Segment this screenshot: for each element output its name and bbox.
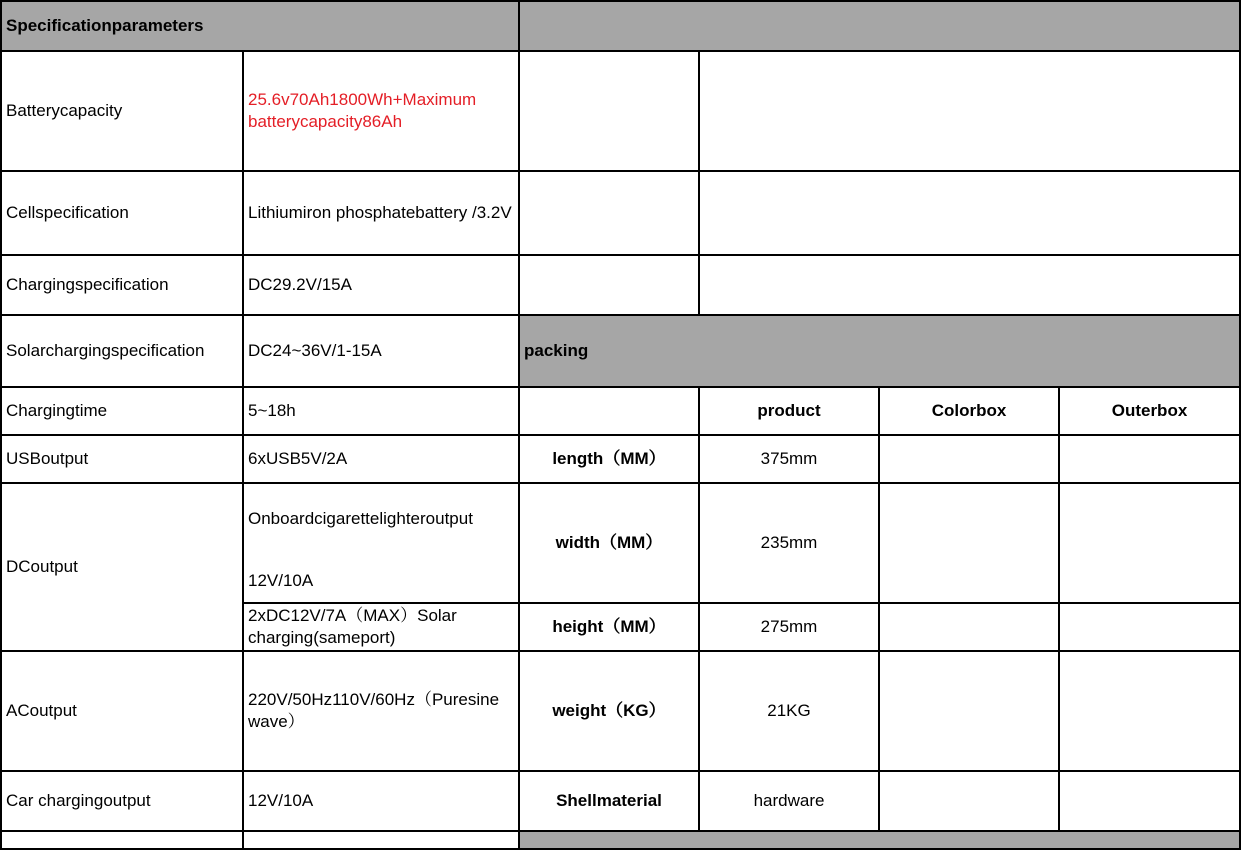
blank-cell bbox=[698, 170, 1241, 256]
blank-cell bbox=[518, 170, 700, 256]
blank-cell bbox=[878, 770, 1060, 832]
label-ac-output: ACoutput bbox=[0, 650, 244, 772]
value-dc-output-a bbox=[242, 482, 520, 604]
label-dc-output: DCoutput bbox=[0, 482, 244, 652]
value-cell-specification: Lithiumiron phosphatebattery /3.2V bbox=[242, 170, 520, 256]
header-blank-right bbox=[518, 0, 1241, 52]
packing-label-width: width（MM） bbox=[518, 482, 700, 604]
packing-label-weight: weight（KG） bbox=[518, 650, 700, 772]
blank-cell bbox=[518, 254, 700, 316]
value-charging-specification: DC29.2V/15A bbox=[242, 254, 520, 316]
blank-cell bbox=[242, 830, 520, 850]
label-solar-charging: Solarchargingspecification bbox=[0, 314, 244, 388]
packing-header: packing bbox=[518, 314, 1241, 388]
label-car-charging: Car chargingoutput bbox=[0, 770, 244, 832]
packing-label-shell: Shellmaterial bbox=[518, 770, 700, 832]
value-ac-output: 220V/50Hz110V/60Hz（Puresine wave） bbox=[242, 650, 520, 772]
label-cell-specification: Cellspecification bbox=[0, 170, 244, 256]
label-usb-output: USBoutput bbox=[0, 434, 244, 484]
label-battery-capacity: Batterycapacity bbox=[0, 50, 244, 172]
packing-label-length: length（MM） bbox=[518, 434, 700, 484]
label-charging-specification: Chargingspecification bbox=[0, 254, 244, 316]
blank-cell bbox=[698, 254, 1241, 316]
blank-cell bbox=[878, 482, 1060, 604]
dc-output-line-2: 12V/10A bbox=[248, 571, 314, 590]
packing-col-product: product bbox=[698, 386, 880, 436]
packing-shell-product: hardware bbox=[698, 770, 880, 832]
packing-col-colorbox: Colorbox bbox=[878, 386, 1060, 436]
value-car-charging: 12V/10A bbox=[242, 770, 520, 832]
packing-label-height: height（MM） bbox=[518, 602, 700, 652]
value-usb-output: 6xUSB5V/2A bbox=[242, 434, 520, 484]
value-solar-charging: DC24~36V/1-15A bbox=[242, 314, 520, 388]
packing-col-outerbox: Outerbox bbox=[1058, 386, 1241, 436]
packing-weight-product: 21KG bbox=[698, 650, 880, 772]
blank-cell bbox=[1058, 602, 1241, 652]
spec-header: Specificationparameters bbox=[0, 0, 520, 52]
blank-cell bbox=[698, 50, 1241, 172]
blank-cell bbox=[1058, 482, 1241, 604]
label-charging-time: Chargingtime bbox=[0, 386, 244, 436]
packing-length-product: 375mm bbox=[698, 434, 880, 484]
blank-cell bbox=[878, 434, 1060, 484]
value-battery-capacity: 25.6v70Ah1800Wh+Maximum batterycapacity86Ah bbox=[242, 50, 520, 172]
packing-width-product: 235mm bbox=[698, 482, 880, 604]
value-dc-output-b: 2xDC12V/7A（MAX）Solar charging(sameport) bbox=[242, 602, 520, 652]
blank-cell bbox=[0, 830, 244, 850]
blank-cell bbox=[1058, 434, 1241, 484]
blank-cell bbox=[1058, 650, 1241, 772]
blank-cell bbox=[878, 602, 1060, 652]
blank-cell bbox=[1058, 770, 1241, 832]
blank-cell bbox=[878, 650, 1060, 772]
packing-height-product: 275mm bbox=[698, 602, 880, 652]
blank-cell bbox=[518, 50, 700, 172]
dc-output-line-1: Onboardcigarettelighteroutput bbox=[248, 509, 473, 528]
value-charging-time: 5~18h bbox=[242, 386, 520, 436]
blank-header-cell bbox=[518, 830, 1241, 850]
packing-corner-cell bbox=[518, 386, 700, 436]
